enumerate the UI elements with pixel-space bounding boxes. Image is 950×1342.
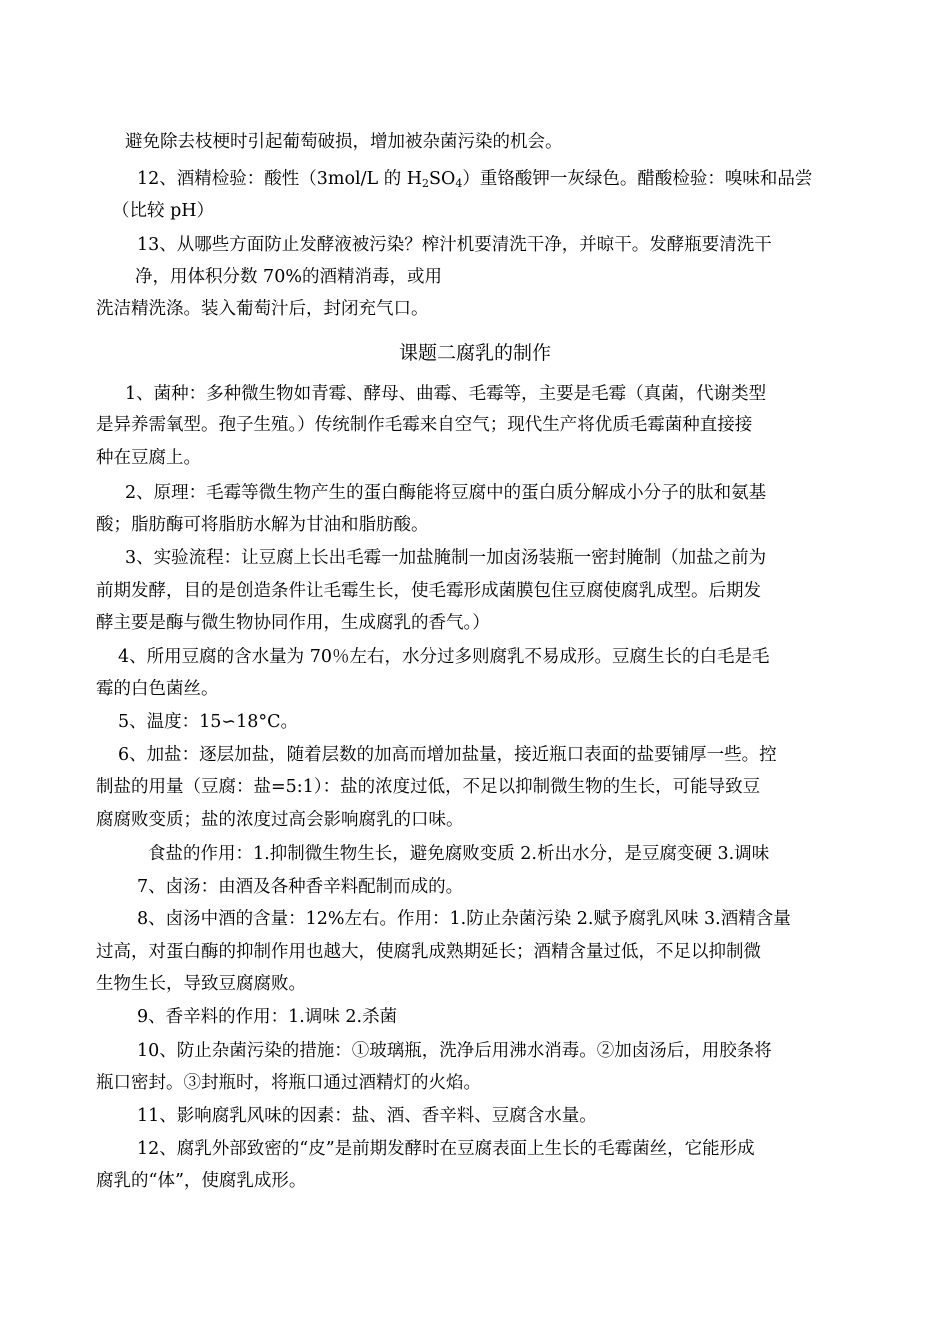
text-line: 腐腐败变质；盐的浓度过高会影响腐乳的口味。 (96, 810, 464, 830)
text-line: 种在豆腐上。 (96, 448, 201, 468)
text-line: （比较 pH） (112, 201, 215, 221)
text-line: 酵主要是酶与微生物协同作用，生成腐乳的香气。） (96, 613, 490, 633)
text-line: 8、卤汤中酒的含量：12%左右。作用：1.防止杂菌污染 2.赋予腐乳风味 3.酒精含量 (137, 909, 791, 929)
text-line: 3、实验流程：让豆腐上长出毛霉一加盐腌制一加卤汤装瓶一密封腌制（加盐之前为 (125, 548, 767, 568)
text-line: 净，用体积分数 70%的酒精消毒，或用 (135, 267, 442, 287)
text-line: 5、温度：15∽18°C。 (118, 712, 298, 732)
text-line-alcohol-test (137, 167, 812, 196)
text-line: 前期发酵，目的是创造条件让毛霉生长，使毛霉形成菌膜包住豆腐使腐乳成型。后期发 (96, 581, 761, 601)
text-line: 食盐的作用：1.抑制微生物生长，避免腐败变质 2.析出水分，是豆腐变硬 3.调味 (148, 844, 770, 864)
text-line: 2、原理：毛霉等微生物产生的蛋白酶能将豆腐中的蛋白质分解成小分子的肽和氨基 (125, 483, 767, 503)
text-line: 7、卤汤：由酒及各种香辛料配制而成的。 (137, 877, 464, 897)
text-line: 11、影响腐乳风味的因素：盐、酒、香辛料、豆腐含水量。 (137, 1106, 597, 1126)
text-line: 过高，对蛋白酶的抑制作用也越大，使腐乳成熟期延长；酒精含量过低，不足以抑制微 (96, 942, 761, 962)
text-line: 生物生长，导致豆腐腐败。 (96, 974, 306, 994)
section-title: 课题二腐乳的制作 (398, 342, 551, 364)
text-line: 6、加盐：逐层加盐，随着层数的加高而增加盐量，接近瓶口表面的盐要铺厚一些。控 (118, 745, 777, 765)
text-line: 避免除去枝梗时引起葡萄破损，增加被杂菌污染的机会。 (125, 132, 563, 152)
text-fragment: ）重铬酸钾一灰绿色。醋酸检验：嗅味和品尝 (462, 169, 813, 189)
text-line: 腐乳的“体”，使腐乳成形。 (96, 1171, 307, 1191)
text-line: 4、所用豆腐的含水量为 70％左右，水分过多则腐乳不易成形。豆腐生长的白毛是毛 (118, 647, 770, 667)
text-line: 1、菌种：多种微生物如青霉、酵母、曲霉、毛霉等，主要是毛霉（真菌，代谢类型 (125, 384, 767, 404)
text-line: 酸；脂肪酶可将脂肪水解为甘油和脂肪酸。 (96, 515, 429, 535)
text-line: 制盐的用量（豆腐：盐=5:1）：盐的浓度过低，不足以抑制微生物的生长，可能导致豆 (96, 777, 761, 797)
text-line: 霉的白色菌丝。 (96, 679, 219, 699)
text-line: 12、腐乳外部致密的“皮”是前期发酵时在豆腐表面上生长的毛霉菌丝，它能形成 (137, 1139, 755, 1159)
text-line: 13、从哪些方面防止发酵液被污染？榨汁机要清洗干净，并晾干。发酵瓶要清洗干 (137, 235, 772, 255)
text-line: 9、香辛料的作用：1.调味 2.杀菌 (137, 1007, 398, 1027)
text-line: 瓶口密封。③封瓶时，将瓶口通过酒精灯的火焰。 (96, 1073, 481, 1093)
text-fragment: 12、酒精检验：酸性（3mol/L 的 H (137, 169, 423, 189)
subscript: 4 (455, 177, 463, 190)
text-line: 是异养需氧型。孢子生殖。）传统制作毛霉来自空气；现代生产将优质毛霉菌种直接接 (96, 415, 753, 435)
text-line: 洗洁精洗涤。装入葡萄汁后，封闭充气口。 (96, 299, 429, 319)
subscript: 2 (422, 177, 430, 190)
text-fragment: SO (429, 169, 456, 189)
text-line: 10、防止杂菌污染的措施：①玻璃瓶，洗净后用沸水消毒。②加卤汤后，用胶条将 (137, 1041, 772, 1061)
